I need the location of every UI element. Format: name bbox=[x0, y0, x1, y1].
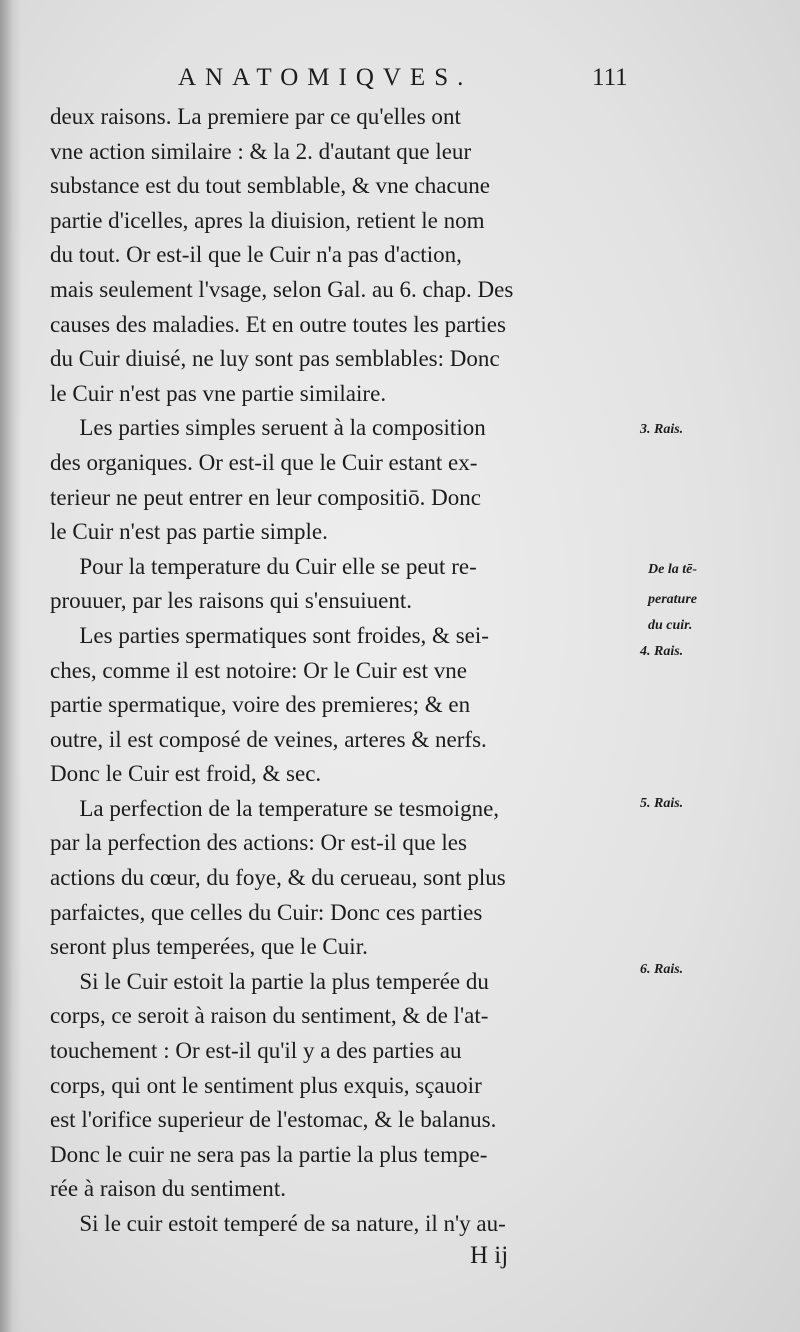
text-line: corps, qui ont le sentiment plus exquis, sçauoir bbox=[50, 1072, 482, 1099]
text-line: par la perfection des actions: Or est-il que les bbox=[50, 830, 467, 857]
text-line: touchement : Or est-il qu'il y a des parties au bbox=[50, 1038, 462, 1065]
margin-note-raison-6: 6. Rais. bbox=[640, 962, 684, 977]
signature-mark: H ij bbox=[470, 1242, 509, 1269]
text-line: Si le Cuir estoit la partie la plus temperée du bbox=[79, 968, 489, 995]
text-line: parfaictes, que celles du Cuir: Donc ces parties bbox=[50, 899, 483, 926]
text-line: Si le cuir estoit temperé de sa nature, il n'y au- bbox=[79, 1211, 506, 1237]
text-line: Donc le Cuir est froid, & sec. bbox=[50, 761, 322, 788]
text-line: seront plus temperées, que le Cuir. bbox=[50, 934, 368, 961]
margin-note-temperature-line-1: De la tē- bbox=[648, 562, 697, 577]
text-line: partie d'icelles, apres la diuision, retient le nom bbox=[50, 207, 485, 234]
margin-note-raison-4: 4. Rais. bbox=[640, 644, 684, 659]
page-footer bbox=[470, 1236, 508, 1276]
margin-note-raison-3: 3. Rais. bbox=[640, 422, 684, 437]
text-line: substance est du tout semblable, & vne chacune bbox=[50, 173, 491, 200]
text-line: actions du cœur, du foye, & du cerueau, sont plus bbox=[50, 865, 506, 892]
text-line: corps, ce seroit à raison du sentiment, & de l'at- bbox=[50, 1003, 489, 1030]
text-line: le Cuir n'est pas vne partie similaire. bbox=[50, 380, 387, 407]
main-text-block bbox=[50, 100, 650, 1242]
text-line: Donc le cuir ne sera pas la partie la plus tempe- bbox=[50, 1141, 488, 1168]
page-gutter-shadow bbox=[0, 0, 22, 1332]
text-line: causes des maladies. Et en outre toutes les parties bbox=[50, 311, 506, 338]
text-line: le Cuir n'est pas partie simple. bbox=[50, 519, 328, 546]
text-line: rée à raison du sentiment. bbox=[50, 1176, 286, 1203]
text-line: ches, comme il est notoire: Or le Cuir est vne bbox=[50, 657, 468, 684]
page-number: 111 bbox=[592, 64, 628, 91]
margin-note-temperature-line-3: du cuir. bbox=[648, 618, 693, 633]
text-line: des organiques. Or est-il que le Cuir estant ex- bbox=[50, 449, 478, 476]
text-line: terieur ne peut entrer en leur compositiō. Donc bbox=[50, 484, 482, 511]
text-line: Les parties simples seruent à la composition bbox=[79, 415, 486, 442]
text-line: deux raisons. La premiere par ce qu'elles ont bbox=[50, 104, 461, 130]
text-line: outre, il est composé de veines, arteres & nerfs. bbox=[50, 726, 487, 753]
running-title: ANATOMIQVES. bbox=[178, 64, 473, 91]
text-line: mais seulement l'vsage, selon Gal. au 6. chap. Des bbox=[50, 276, 514, 303]
text-line: est l'orifice superieur de l'estomac, & le balanus. bbox=[50, 1107, 497, 1134]
text-line: Les parties spermatiques sont froides, & sei- bbox=[79, 622, 489, 649]
text-line: prouuer, par les raisons qui s'ensuiuent. bbox=[50, 588, 413, 615]
text-line: du Cuir diuisé, ne luy sont pas semblables: Donc bbox=[50, 346, 500, 373]
margin-note-raison-5: 5. Rais. bbox=[640, 796, 684, 811]
bleed-through-mark bbox=[672, 374, 676, 391]
text-line: du tout. Or est-il que le Cuir n'a pas d'action, bbox=[50, 242, 462, 269]
text-line: Pour la temperature du Cuir elle se peut re- bbox=[79, 553, 477, 580]
text-line: vne action similaire : & la 2. d'autant que leur bbox=[50, 138, 472, 165]
margin-note-temperature-line-2: perature bbox=[648, 592, 697, 607]
page-header bbox=[0, 58, 800, 98]
text-line: La perfection de la temperature se tesmoigne, bbox=[79, 795, 500, 822]
text-line: partie spermatique, voire des premieres; & en bbox=[50, 692, 471, 719]
